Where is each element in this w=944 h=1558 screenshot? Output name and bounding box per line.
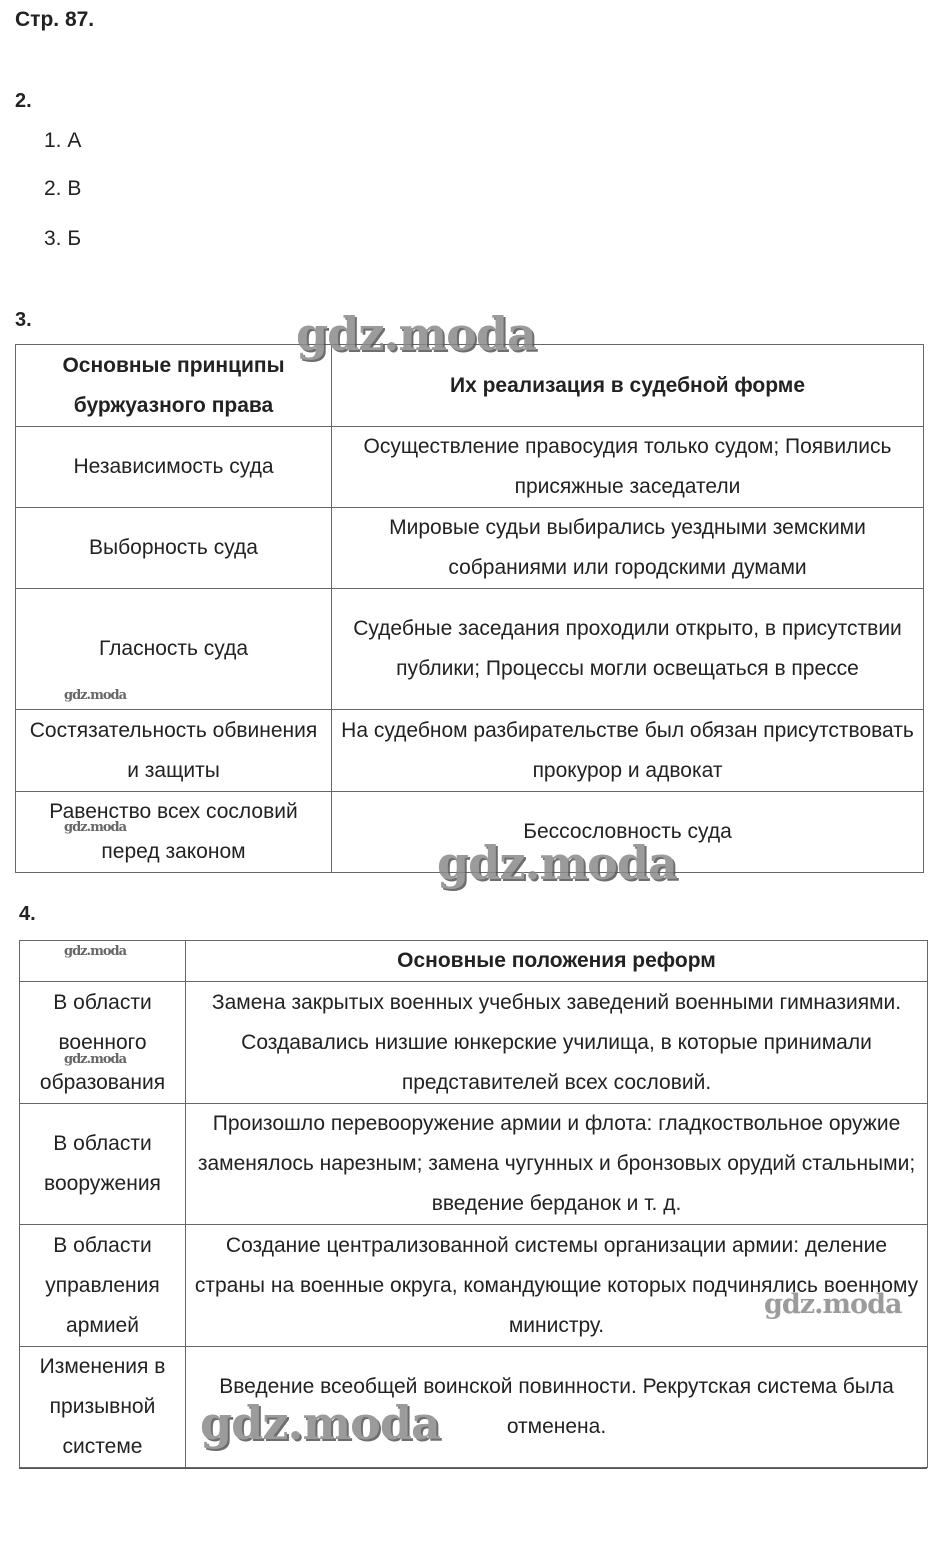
header-reform-provisions: Основные положения реформ [186, 941, 928, 982]
watermark-logo: gdz.moda [64, 944, 127, 959]
realization-cell: Судебные заседания проходили открыто, в присутствии публики; Процессы могли освещаться в прессе [332, 589, 924, 710]
watermark-logo: gdz.moda [764, 1289, 902, 1320]
table-row [16, 589, 924, 710]
principle-cell: Независимость суда [16, 427, 332, 508]
content-cell: Введение всеобщей воинской повинности. Рекрутская система была отменена. [186, 1347, 928, 1468]
watermark-logo: gdz.moda [64, 820, 127, 835]
area-cell: В области военного образования [20, 982, 186, 1104]
page-bottom-divider [19, 1468, 927, 1469]
realization-cell: Мировые судьи выбирались уездными земскими собраниями или городскими думами [332, 508, 924, 589]
table-row [16, 427, 924, 508]
principle-cell: Равенство всех сословий перед законом [16, 792, 332, 873]
table-header-row [20, 941, 928, 982]
header-realization: Их реализация в судебной форме [332, 345, 924, 427]
principle-cell: Выборность суда [16, 508, 332, 589]
task-4-table [19, 940, 928, 1468]
table-row [20, 1104, 928, 1225]
table-row [20, 1225, 928, 1347]
area-cell: Изменения в призывной системе [20, 1347, 186, 1468]
realization-cell: На судебном разбирательстве был обязан присутствовать прокурор и адвокат [332, 710, 924, 792]
content-cell: Произошло перевооружение армии и флота: гладкоствольное оружие заменялось нарезным; замена чугунных и бронзовых орудий стальными; введение берданок и т. д. [186, 1104, 928, 1225]
realization-cell: Осуществление правосудия только судом; Появились присяжные заседатели [332, 427, 924, 508]
watermark-logo: gdz.moda [200, 1396, 440, 1450]
principle-cell: Состязательность обвинения и защиты [16, 710, 332, 792]
watermark-logo: gdz.moda [64, 1052, 127, 1067]
table-row [16, 508, 924, 589]
table-row [20, 1347, 928, 1468]
task-3-table [15, 344, 924, 873]
table-row [16, 710, 924, 792]
realization-cell: Бессословность суда [332, 792, 924, 873]
watermark-logo: gdz.moda [64, 688, 127, 703]
task-3-number: 3. [15, 309, 32, 331]
area-cell: В области управления армией [20, 1225, 186, 1347]
watermark-logo: gdz.moda [437, 836, 677, 890]
content-cell: Создание централизованной системы организации армии: деление страны на военные округа, командующие которых подчинялись военному министру. [186, 1225, 928, 1347]
area-cell: В области вооружения [20, 1104, 186, 1225]
principle-cell: Гласность суда [16, 589, 332, 710]
task-4-number: 4. [19, 903, 36, 925]
watermark-logo: gdz.moda [296, 307, 536, 361]
table-row [20, 982, 928, 1104]
header-principles: Основные принципы буржуазного права [16, 345, 332, 427]
content-cell: Замена закрытых военных учебных заведений военными гимназиями. Создавались низшие юнкерские училища, в которые принимали представителей всех сословий. [186, 982, 928, 1104]
task-2-answer-2: 2. В [44, 177, 82, 200]
task-2-answer-3: 3. Б [44, 227, 82, 250]
task-2-number: 2. [15, 90, 32, 112]
page-title: Стр. 87. [15, 8, 95, 31]
task-2-answer-1: 1. А [44, 129, 82, 152]
